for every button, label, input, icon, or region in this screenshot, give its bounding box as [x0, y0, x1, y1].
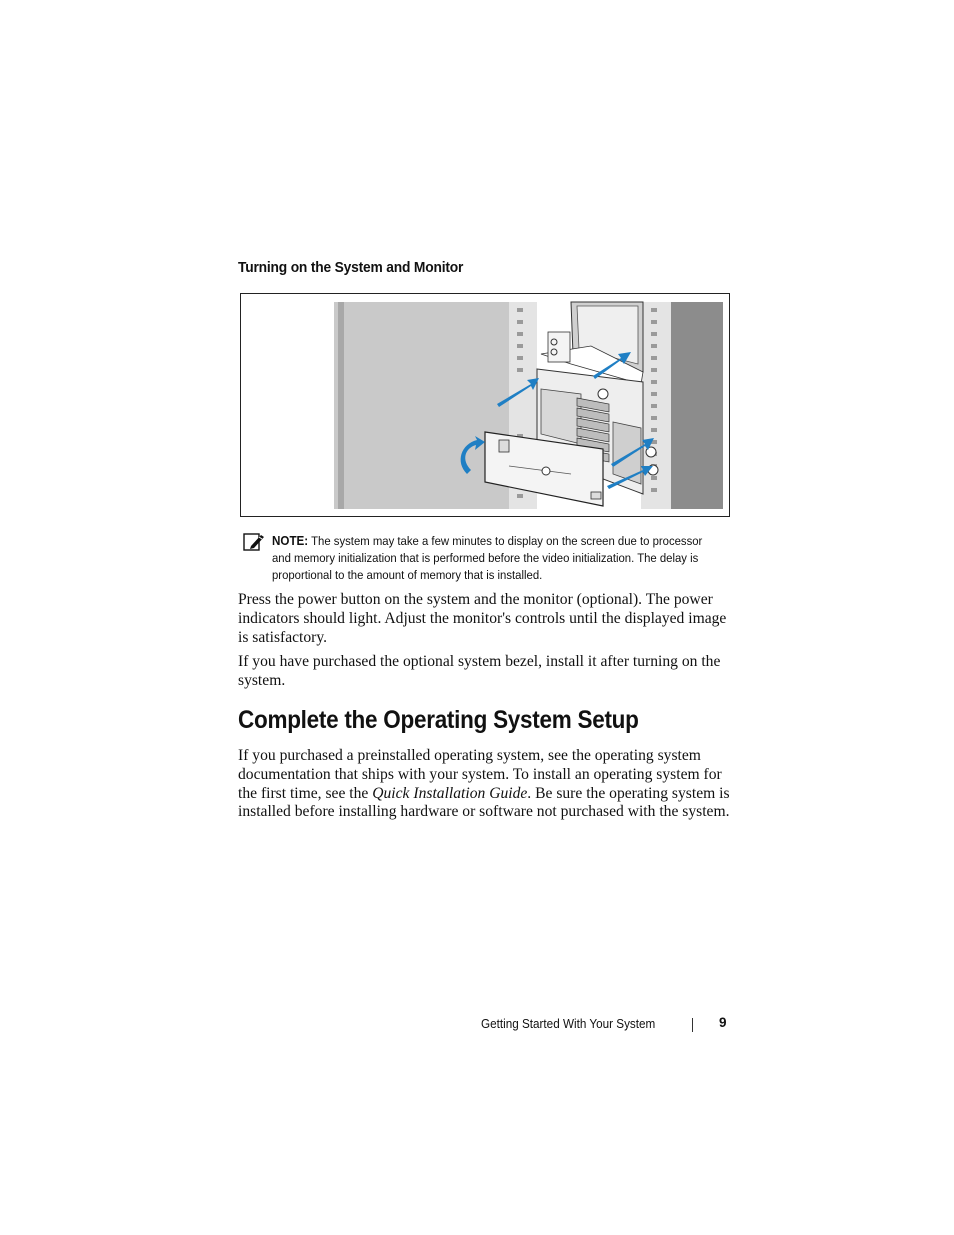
- page-number: 9: [719, 1015, 727, 1030]
- illustration-power-on: [240, 293, 730, 517]
- pencil-note-icon: [243, 532, 265, 552]
- os-setup-text-after: . Be sure the operating system is installed before installing hardware or software not purchased with the system.: [238, 784, 730, 821]
- paragraph-os-setup: [238, 747, 738, 822]
- section-title: Turning on the System and Monitor: [238, 259, 464, 276]
- rack-left-panel: [334, 302, 509, 509]
- quick-installation-guide-reference: Quick Installation Guide: [372, 784, 528, 802]
- footer-divider: [692, 1018, 693, 1032]
- note-callout: [272, 533, 709, 584]
- os-setup-text-before: If you purchased a preinstalled operating system, see the operating system documentation that ships with your system. To install an operating system for the first time, see the: [238, 747, 722, 802]
- paragraph-power-button: Press the power button on the system and the monitor (optional). The power indicators should light. Adjust the monitor's controls until the displayed image is satisfactory.: [238, 591, 727, 646]
- paragraph-bezel: If you have purchased the optional system bezel, install it after turning on the system.: [238, 653, 721, 689]
- note-label: NOTE:: [272, 534, 309, 548]
- note-text: The system may take a few minutes to display on the screen due to processor and memory initialization that is performed before the video initialization. The delay is proportional to the amount of memory that is installed.: [272, 534, 703, 582]
- rack-right-panel: [671, 302, 723, 509]
- footer-title: Getting Started With Your System: [481, 1016, 656, 1031]
- rack-server-illustration: [241, 294, 729, 516]
- section-heading: Complete the Operating System Setup: [238, 706, 639, 734]
